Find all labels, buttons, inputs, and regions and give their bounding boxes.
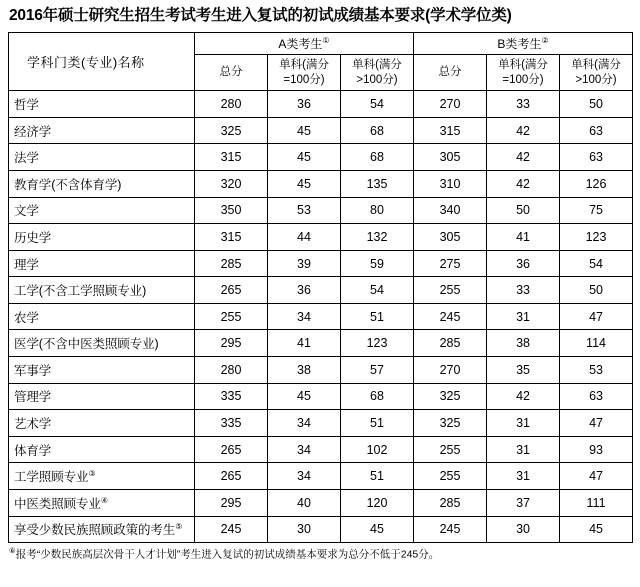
row-score-a-0: 245 [195, 516, 268, 543]
row-discipline-name [9, 91, 195, 118]
row-score-b-0: 255 [414, 436, 487, 463]
row-score-a-2: 132 [341, 224, 414, 251]
row-discipline-sup: ③ [88, 469, 96, 479]
row-discipline-name [9, 250, 195, 277]
row-discipline-name [9, 410, 195, 437]
row-discipline-label: 文学 [14, 204, 39, 219]
table-row [9, 410, 633, 437]
row-score-a-2: 68 [341, 117, 414, 144]
header-b-total-l1: 总分 [438, 66, 462, 79]
row-discipline-label: 体育学 [14, 443, 52, 458]
row-score-b-0: 315 [414, 117, 487, 144]
table-row [9, 170, 633, 197]
row-score-a-2: 80 [341, 197, 414, 224]
row-score-b-2: 114 [560, 330, 633, 357]
row-score-a-1: 45 [268, 383, 341, 410]
row-score-a-2: 51 [341, 463, 414, 490]
row-score-b-2: 47 [560, 410, 633, 437]
row-score-b-0: 270 [414, 91, 487, 118]
header-a-single-100-l1: 单科(满分 [279, 59, 329, 72]
row-score-b-1: 37 [487, 490, 560, 517]
row-score-b-1: 42 [487, 117, 560, 144]
table-footnote [9, 546, 632, 562]
table-row [9, 357, 633, 384]
row-score-b-2: 54 [560, 250, 633, 277]
row-discipline-label: 艺术学 [14, 417, 52, 432]
table-row [9, 383, 633, 410]
header-group-b-label: B类考生 [497, 37, 542, 52]
row-score-a-2: 51 [341, 410, 414, 437]
row-score-b-1: 33 [487, 91, 560, 118]
row-score-b-1: 31 [487, 463, 560, 490]
row-discipline-label: 工学(不含工学照顾专业) [14, 284, 147, 299]
row-score-b-2: 50 [560, 91, 633, 118]
row-score-b-0: 305 [414, 224, 487, 251]
row-discipline-name [9, 224, 195, 251]
row-score-a-2: 57 [341, 357, 414, 384]
table-row [9, 250, 633, 277]
row-score-b-2: 47 [560, 303, 633, 330]
row-score-b-2: 63 [560, 383, 633, 410]
row-discipline-label: 工学照顾专业 [14, 470, 89, 485]
row-score-b-1: 36 [487, 250, 560, 277]
row-score-a-1: 40 [268, 490, 341, 517]
row-discipline-label: 经济学 [14, 124, 52, 139]
header-b-single-gt100 [560, 55, 633, 91]
row-score-a-0: 265 [195, 277, 268, 304]
row-score-b-2: 75 [560, 197, 633, 224]
row-score-b-1: 41 [487, 224, 560, 251]
row-discipline-name [9, 490, 195, 517]
table-row [9, 144, 633, 171]
row-discipline-name [9, 383, 195, 410]
row-discipline-label: 享受少数民族照顾政策的考生 [14, 523, 176, 538]
row-score-b-2: 126 [560, 170, 633, 197]
header-a-total-l1: 总分 [219, 66, 243, 79]
row-discipline-label: 历史学 [14, 230, 52, 245]
row-score-a-0: 280 [195, 91, 268, 118]
row-score-b-0: 285 [414, 330, 487, 357]
row-score-a-2: 102 [341, 436, 414, 463]
row-score-a-2: 68 [341, 383, 414, 410]
page-title: 2016年硕士研究生招生考试考生进入复试的初试成绩基本要求(学术学位类) [9, 7, 512, 24]
header-b-single-gt100-l1: 单科(满分 [571, 59, 621, 72]
row-discipline-name [9, 144, 195, 171]
row-score-b-2: 123 [560, 224, 633, 251]
row-score-b-0: 305 [414, 144, 487, 171]
header-a-single-gt100-l1: 单科(满分 [352, 59, 402, 72]
row-discipline-sup: ⑤ [175, 522, 183, 532]
row-score-b-1: 50 [487, 197, 560, 224]
row-score-b-2: 63 [560, 117, 633, 144]
header-group-a-label: A类考生 [278, 37, 323, 52]
row-score-b-0: 245 [414, 516, 487, 543]
row-score-a-1: 34 [268, 436, 341, 463]
header-group-a [195, 33, 414, 55]
row-score-b-0: 245 [414, 303, 487, 330]
row-discipline-label: 哲学 [14, 97, 39, 112]
row-score-b-1: 30 [487, 516, 560, 543]
row-score-a-2: 123 [341, 330, 414, 357]
row-score-a-0: 315 [195, 224, 268, 251]
row-discipline-label: 医学(不含中医类照顾专业) [14, 337, 159, 352]
row-score-b-2: 111 [560, 490, 633, 517]
row-score-b-1: 42 [487, 144, 560, 171]
table-row [9, 277, 633, 304]
footnote-sup: ⑥ [9, 546, 16, 556]
header-b-single-100-l2: =100分) [502, 73, 544, 86]
row-discipline-label: 法学 [14, 151, 39, 166]
row-score-b-2: 47 [560, 463, 633, 490]
row-score-a-1: 34 [268, 410, 341, 437]
table-row [9, 490, 633, 517]
row-discipline-name [9, 516, 195, 543]
row-score-a-1: 39 [268, 250, 341, 277]
header-group-b [414, 33, 633, 55]
header-group-b-sup: ② [541, 36, 549, 46]
header-group-a-sup: ① [322, 36, 330, 46]
row-score-b-2: 63 [560, 144, 633, 171]
row-score-a-0: 335 [195, 383, 268, 410]
row-score-b-1: 42 [487, 170, 560, 197]
row-score-a-0: 325 [195, 117, 268, 144]
row-discipline-name [9, 197, 195, 224]
header-a-single-100-l2: =100分) [283, 73, 325, 86]
row-score-b-0: 325 [414, 410, 487, 437]
header-b-single-100 [487, 55, 560, 91]
table-row [9, 224, 633, 251]
row-discipline-label: 军事学 [14, 363, 52, 378]
row-score-a-0: 265 [195, 463, 268, 490]
row-score-b-0: 255 [414, 277, 487, 304]
header-a-total [195, 55, 268, 91]
header-a-single-gt100 [341, 55, 414, 91]
row-score-a-1: 36 [268, 277, 341, 304]
row-score-a-1: 36 [268, 91, 341, 118]
row-score-b-1: 33 [487, 277, 560, 304]
row-discipline-label: 管理学 [14, 390, 52, 405]
row-score-b-1: 38 [487, 330, 560, 357]
row-score-a-2: 59 [341, 250, 414, 277]
table-row [9, 463, 633, 490]
row-score-b-1: 31 [487, 410, 560, 437]
row-discipline-name [9, 357, 195, 384]
row-score-a-0: 335 [195, 410, 268, 437]
table-row [9, 330, 633, 357]
row-score-a-2: 54 [341, 91, 414, 118]
header-b-single-100-l1: 单科(满分 [498, 59, 548, 72]
header-b-single-gt100-l2: >100分) [575, 73, 617, 86]
row-score-a-1: 34 [268, 463, 341, 490]
row-score-a-2: 68 [341, 144, 414, 171]
row-score-a-0: 295 [195, 330, 268, 357]
row-score-a-0: 285 [195, 250, 268, 277]
row-score-b-0: 340 [414, 197, 487, 224]
row-score-a-2: 135 [341, 170, 414, 197]
row-score-a-1: 53 [268, 197, 341, 224]
table-row [9, 436, 633, 463]
row-score-b-2: 45 [560, 516, 633, 543]
row-score-b-2: 53 [560, 357, 633, 384]
row-score-a-2: 54 [341, 277, 414, 304]
footnote-text: 报考“少数民族高层次骨干人才计划”考生进入复试的初试成绩基本要求为总分不低于245分。 [15, 548, 440, 561]
header-a-single-gt100-l2: >100分) [356, 73, 398, 86]
score-requirements-table [8, 32, 633, 543]
row-score-a-0: 265 [195, 436, 268, 463]
row-score-a-1: 41 [268, 330, 341, 357]
header-group-row [9, 33, 633, 55]
row-score-a-1: 45 [268, 117, 341, 144]
row-score-a-0: 295 [195, 490, 268, 517]
table-body [9, 91, 633, 543]
row-discipline-name [9, 330, 195, 357]
row-score-a-0: 320 [195, 170, 268, 197]
row-discipline-label: 农学 [14, 310, 39, 325]
row-score-b-2: 50 [560, 277, 633, 304]
row-discipline-name [9, 117, 195, 144]
row-score-a-1: 45 [268, 144, 341, 171]
header-a-single-100 [268, 55, 341, 91]
row-discipline-name [9, 277, 195, 304]
row-score-a-0: 315 [195, 144, 268, 171]
row-discipline-label: 中医类照顾专业 [14, 496, 101, 511]
row-discipline-name [9, 170, 195, 197]
row-score-b-1: 35 [487, 357, 560, 384]
row-score-a-2: 120 [341, 490, 414, 517]
row-score-a-1: 44 [268, 224, 341, 251]
row-discipline-name [9, 463, 195, 490]
row-discipline-name [9, 436, 195, 463]
row-score-b-0: 325 [414, 383, 487, 410]
row-score-a-0: 255 [195, 303, 268, 330]
row-score-b-1: 31 [487, 436, 560, 463]
table-row [9, 303, 633, 330]
row-discipline-sup: ④ [100, 495, 108, 505]
header-b-total [414, 55, 487, 91]
header-category: 学科门类(专业)名称 [9, 33, 195, 91]
row-score-b-0: 310 [414, 170, 487, 197]
row-discipline-label: 教育学(不含体育学) [14, 177, 122, 192]
table-row [9, 117, 633, 144]
row-score-b-0: 255 [414, 463, 487, 490]
row-score-b-2: 93 [560, 436, 633, 463]
row-score-a-1: 45 [268, 170, 341, 197]
row-score-b-1: 42 [487, 383, 560, 410]
row-score-a-2: 45 [341, 516, 414, 543]
row-discipline-name [9, 303, 195, 330]
table-header [9, 33, 633, 91]
row-score-a-1: 38 [268, 357, 341, 384]
row-score-a-1: 34 [268, 303, 341, 330]
row-score-a-2: 51 [341, 303, 414, 330]
row-score-b-1: 31 [487, 303, 560, 330]
row-discipline-label: 理学 [14, 257, 39, 272]
table-row [9, 91, 633, 118]
table-row [9, 516, 633, 543]
table-row [9, 197, 633, 224]
row-score-a-0: 350 [195, 197, 268, 224]
row-score-b-0: 285 [414, 490, 487, 517]
row-score-a-1: 30 [268, 516, 341, 543]
row-score-b-0: 270 [414, 357, 487, 384]
row-score-a-0: 280 [195, 357, 268, 384]
row-score-b-0: 275 [414, 250, 487, 277]
